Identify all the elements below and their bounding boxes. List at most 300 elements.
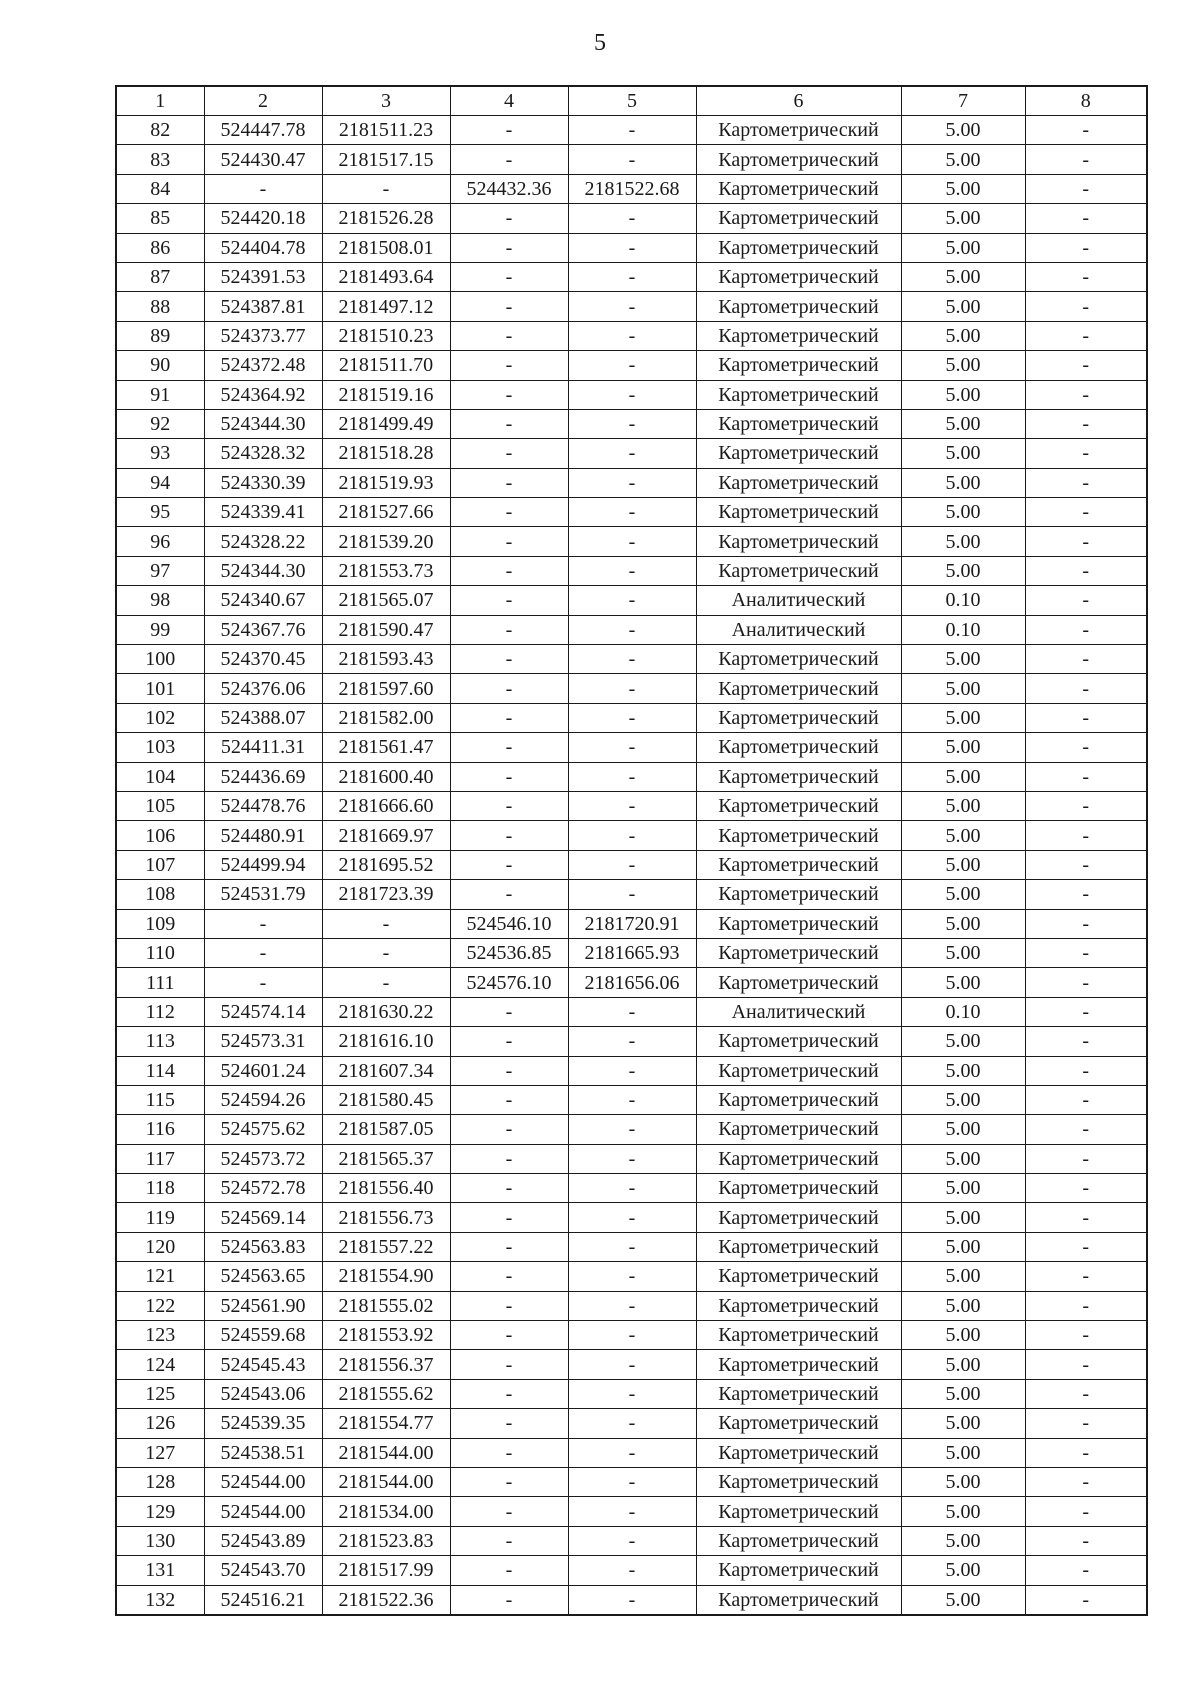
method-cell: Картометрический <box>696 1174 901 1203</box>
accuracy-cell: 5.00 <box>901 409 1025 438</box>
note-cell: - <box>1025 1467 1147 1496</box>
y-coordinate-cell: - <box>322 968 450 997</box>
point-number-cell: 103 <box>116 733 204 762</box>
method-cell: Картометрический <box>696 909 901 938</box>
y-coordinate-cell: 2181565.37 <box>322 1144 450 1173</box>
table-row <box>116 586 1147 615</box>
x-coordinate-cell: 524539.35 <box>204 1409 322 1438</box>
x-coordinate-cell: 524543.06 <box>204 1379 322 1408</box>
y-coordinate-cell: 2181587.05 <box>322 1115 450 1144</box>
table-row <box>116 674 1147 703</box>
accuracy-cell: 5.00 <box>901 1027 1025 1056</box>
note-cell: - <box>1025 880 1147 909</box>
point-number-cell: 106 <box>116 821 204 850</box>
y-coordinate-cell: 2181534.00 <box>322 1497 450 1526</box>
point-number-cell: 118 <box>116 1174 204 1203</box>
note-cell: - <box>1025 1585 1147 1615</box>
x-coordinate-cell: 524544.00 <box>204 1497 322 1526</box>
y-coordinate-cell: - <box>322 174 450 203</box>
x-coordinate-cell: 524404.78 <box>204 233 322 262</box>
y-new-coordinate-cell: - <box>568 615 696 644</box>
x-new-coordinate-cell: - <box>450 204 568 233</box>
method-cell: Картометрический <box>696 1379 901 1408</box>
point-number-cell: 85 <box>116 204 204 233</box>
x-new-coordinate-cell: - <box>450 850 568 879</box>
point-number-cell: 89 <box>116 321 204 350</box>
x-new-coordinate-cell: - <box>450 1350 568 1379</box>
method-cell: Картометрический <box>696 1115 901 1144</box>
table-row <box>116 1115 1147 1144</box>
x-new-coordinate-cell: - <box>450 116 568 145</box>
note-cell: - <box>1025 116 1147 145</box>
x-coordinate-cell: 524561.90 <box>204 1291 322 1320</box>
accuracy-cell: 5.00 <box>901 791 1025 820</box>
accuracy-cell: 5.00 <box>901 1085 1025 1114</box>
method-cell: Картометрический <box>696 262 901 291</box>
y-new-coordinate-cell: - <box>568 1232 696 1261</box>
point-number-cell: 88 <box>116 292 204 321</box>
note-cell: - <box>1025 850 1147 879</box>
method-cell: Картометрический <box>696 1232 901 1261</box>
point-number-cell: 113 <box>116 1027 204 1056</box>
method-cell: Аналитический <box>696 586 901 615</box>
point-number-cell: 86 <box>116 233 204 262</box>
method-cell: Картометрический <box>696 1027 901 1056</box>
y-coordinate-cell: 2181517.99 <box>322 1556 450 1585</box>
x-coordinate-cell: 524372.48 <box>204 351 322 380</box>
y-new-coordinate-cell: 2181522.68 <box>568 174 696 203</box>
table-row <box>116 645 1147 674</box>
y-coordinate-cell: 2181565.07 <box>322 586 450 615</box>
point-number-cell: 101 <box>116 674 204 703</box>
x-coordinate-cell: 524594.26 <box>204 1085 322 1114</box>
column-header: 6 <box>696 86 901 116</box>
accuracy-cell: 5.00 <box>901 645 1025 674</box>
y-new-coordinate-cell: - <box>568 762 696 791</box>
accuracy-cell: 5.00 <box>901 1232 1025 1261</box>
method-cell: Картометрический <box>696 556 901 585</box>
x-coordinate-cell: 524420.18 <box>204 204 322 233</box>
table-body <box>116 116 1147 1615</box>
table-row <box>116 380 1147 409</box>
y-new-coordinate-cell: - <box>568 527 696 556</box>
method-cell: Картометрический <box>696 527 901 556</box>
note-cell: - <box>1025 233 1147 262</box>
y-new-coordinate-cell: - <box>568 791 696 820</box>
note-cell: - <box>1025 1556 1147 1585</box>
table-row <box>116 204 1147 233</box>
point-number-cell: 96 <box>116 527 204 556</box>
y-new-coordinate-cell: 2181656.06 <box>568 968 696 997</box>
note-cell: - <box>1025 968 1147 997</box>
note-cell: - <box>1025 439 1147 468</box>
y-new-coordinate-cell: - <box>568 439 696 468</box>
accuracy-cell: 5.00 <box>901 498 1025 527</box>
note-cell: - <box>1025 292 1147 321</box>
x-coordinate-cell: 524328.32 <box>204 439 322 468</box>
x-coordinate-cell: 524411.31 <box>204 733 322 762</box>
x-coordinate-cell: 524344.30 <box>204 556 322 585</box>
x-new-coordinate-cell: - <box>450 321 568 350</box>
x-coordinate-cell: 524344.30 <box>204 409 322 438</box>
method-cell: Картометрический <box>696 1144 901 1173</box>
table-row <box>116 468 1147 497</box>
x-coordinate-cell: 524499.94 <box>204 850 322 879</box>
table-row <box>116 821 1147 850</box>
table-row <box>116 703 1147 732</box>
note-cell: - <box>1025 1085 1147 1114</box>
accuracy-cell: 5.00 <box>901 351 1025 380</box>
y-new-coordinate-cell: - <box>568 1174 696 1203</box>
method-cell: Картометрический <box>696 468 901 497</box>
method-cell: Картометрический <box>696 821 901 850</box>
accuracy-cell: 5.00 <box>901 1144 1025 1173</box>
y-new-coordinate-cell: - <box>568 1585 696 1615</box>
x-coordinate-cell: 524387.81 <box>204 292 322 321</box>
x-coordinate-cell: 524572.78 <box>204 1174 322 1203</box>
x-new-coordinate-cell: - <box>450 1585 568 1615</box>
y-coordinate-cell: 2181590.47 <box>322 615 450 644</box>
y-new-coordinate-cell: - <box>568 674 696 703</box>
column-header: 8 <box>1025 86 1147 116</box>
y-coordinate-cell: 2181523.83 <box>322 1526 450 1555</box>
accuracy-cell: 5.00 <box>901 380 1025 409</box>
x-new-coordinate-cell: 524432.36 <box>450 174 568 203</box>
method-cell: Картометрический <box>696 880 901 909</box>
table-row <box>116 1526 1147 1555</box>
x-coordinate-cell: 524376.06 <box>204 674 322 703</box>
table-row <box>116 409 1147 438</box>
y-coordinate-cell: 2181597.60 <box>322 674 450 703</box>
point-number-cell: 119 <box>116 1203 204 1232</box>
y-coordinate-cell: 2181557.22 <box>322 1232 450 1261</box>
x-new-coordinate-cell: - <box>450 262 568 291</box>
note-cell: - <box>1025 615 1147 644</box>
method-cell: Картометрический <box>696 1556 901 1585</box>
point-number-cell: 120 <box>116 1232 204 1261</box>
accuracy-cell: 5.00 <box>901 1291 1025 1320</box>
point-number-cell: 129 <box>116 1497 204 1526</box>
table-row <box>116 1262 1147 1291</box>
y-new-coordinate-cell: - <box>568 1438 696 1467</box>
y-new-coordinate-cell: - <box>568 1144 696 1173</box>
note-cell: - <box>1025 498 1147 527</box>
header-row <box>116 86 1147 116</box>
point-number-cell: 87 <box>116 262 204 291</box>
method-cell: Картометрический <box>696 145 901 174</box>
method-cell: Картометрический <box>696 380 901 409</box>
x-coordinate-cell: 524574.14 <box>204 997 322 1026</box>
point-number-cell: 90 <box>116 351 204 380</box>
x-new-coordinate-cell: - <box>450 1232 568 1261</box>
y-new-coordinate-cell: - <box>568 645 696 674</box>
table-row <box>116 1027 1147 1056</box>
point-number-cell: 92 <box>116 409 204 438</box>
table-row <box>116 292 1147 321</box>
column-header: 3 <box>322 86 450 116</box>
y-coordinate-cell: 2181723.39 <box>322 880 450 909</box>
note-cell: - <box>1025 556 1147 585</box>
x-coordinate-cell: - <box>204 909 322 938</box>
accuracy-cell: 0.10 <box>901 615 1025 644</box>
x-new-coordinate-cell: - <box>450 1379 568 1408</box>
accuracy-cell: 5.00 <box>901 1115 1025 1144</box>
accuracy-cell: 5.00 <box>901 674 1025 703</box>
y-coordinate-cell: 2181508.01 <box>322 233 450 262</box>
note-cell: - <box>1025 527 1147 556</box>
y-coordinate-cell: 2181522.36 <box>322 1585 450 1615</box>
y-new-coordinate-cell: - <box>568 498 696 527</box>
y-coordinate-cell: 2181669.97 <box>322 821 450 850</box>
table-row <box>116 498 1147 527</box>
method-cell: Картометрический <box>696 174 901 203</box>
method-cell: Картометрический <box>696 204 901 233</box>
method-cell: Картометрический <box>696 645 901 674</box>
note-cell: - <box>1025 909 1147 938</box>
accuracy-cell: 5.00 <box>901 909 1025 938</box>
x-new-coordinate-cell: - <box>450 1115 568 1144</box>
table-row <box>116 938 1147 967</box>
table-row <box>116 1438 1147 1467</box>
note-cell: - <box>1025 586 1147 615</box>
x-new-coordinate-cell: - <box>450 1056 568 1085</box>
note-cell: - <box>1025 733 1147 762</box>
method-cell: Картометрический <box>696 1438 901 1467</box>
note-cell: - <box>1025 1526 1147 1555</box>
note-cell: - <box>1025 703 1147 732</box>
y-coordinate-cell: 2181630.22 <box>322 997 450 1026</box>
y-coordinate-cell: 2181497.12 <box>322 292 450 321</box>
x-new-coordinate-cell: - <box>450 1438 568 1467</box>
point-number-cell: 130 <box>116 1526 204 1555</box>
y-coordinate-cell: - <box>322 938 450 967</box>
y-new-coordinate-cell: - <box>568 1115 696 1144</box>
y-new-coordinate-cell: - <box>568 880 696 909</box>
x-new-coordinate-cell: - <box>450 468 568 497</box>
y-new-coordinate-cell: - <box>568 204 696 233</box>
x-coordinate-cell: 524330.39 <box>204 468 322 497</box>
x-new-coordinate-cell: - <box>450 1144 568 1173</box>
point-number-cell: 95 <box>116 498 204 527</box>
table-row <box>116 762 1147 791</box>
y-coordinate-cell: 2181666.60 <box>322 791 450 820</box>
y-coordinate-cell: 2181499.49 <box>322 409 450 438</box>
y-coordinate-cell: 2181519.93 <box>322 468 450 497</box>
method-cell: Картометрический <box>696 116 901 145</box>
x-new-coordinate-cell: - <box>450 997 568 1026</box>
point-number-cell: 110 <box>116 938 204 967</box>
table-row <box>116 1144 1147 1173</box>
method-cell: Картометрический <box>696 674 901 703</box>
x-coordinate-cell: 524340.67 <box>204 586 322 615</box>
x-coordinate-cell: 524328.22 <box>204 527 322 556</box>
point-number-cell: 104 <box>116 762 204 791</box>
table-row <box>116 556 1147 585</box>
point-number-cell: 105 <box>116 791 204 820</box>
point-number-cell: 99 <box>116 615 204 644</box>
y-coordinate-cell: 2181593.43 <box>322 645 450 674</box>
x-coordinate-cell: - <box>204 938 322 967</box>
table-row <box>116 439 1147 468</box>
note-cell: - <box>1025 145 1147 174</box>
y-new-coordinate-cell: - <box>568 997 696 1026</box>
point-number-cell: 121 <box>116 1262 204 1291</box>
table-row <box>116 174 1147 203</box>
table-row <box>116 909 1147 938</box>
method-cell: Картометрический <box>696 498 901 527</box>
note-cell: - <box>1025 468 1147 497</box>
column-header: 2 <box>204 86 322 116</box>
table-row <box>116 1056 1147 1085</box>
table-row <box>116 1291 1147 1320</box>
x-coordinate-cell: 524538.51 <box>204 1438 322 1467</box>
y-new-coordinate-cell: - <box>568 1350 696 1379</box>
note-cell: - <box>1025 645 1147 674</box>
y-new-coordinate-cell: - <box>568 1262 696 1291</box>
point-number-cell: 124 <box>116 1350 204 1379</box>
y-coordinate-cell: 2181553.92 <box>322 1321 450 1350</box>
table-row <box>116 968 1147 997</box>
table-row <box>116 351 1147 380</box>
note-cell: - <box>1025 1203 1147 1232</box>
table-row <box>116 1497 1147 1526</box>
y-new-coordinate-cell: - <box>568 468 696 497</box>
x-new-coordinate-cell: - <box>450 1526 568 1555</box>
table-row <box>116 527 1147 556</box>
column-header: 4 <box>450 86 568 116</box>
accuracy-cell: 5.00 <box>901 1174 1025 1203</box>
note-cell: - <box>1025 321 1147 350</box>
y-coordinate-cell: 2181526.28 <box>322 204 450 233</box>
accuracy-cell: 5.00 <box>901 262 1025 291</box>
x-coordinate-cell: 524364.92 <box>204 380 322 409</box>
note-cell: - <box>1025 791 1147 820</box>
method-cell: Картометрический <box>696 233 901 262</box>
y-coordinate-cell: 2181527.66 <box>322 498 450 527</box>
x-new-coordinate-cell: - <box>450 1409 568 1438</box>
page-number: 5 <box>594 30 606 56</box>
y-coordinate-cell: 2181556.37 <box>322 1350 450 1379</box>
x-new-coordinate-cell: - <box>450 351 568 380</box>
method-cell: Картометрический <box>696 1467 901 1496</box>
accuracy-cell: 0.10 <box>901 586 1025 615</box>
y-new-coordinate-cell: - <box>568 1497 696 1526</box>
y-new-coordinate-cell: - <box>568 380 696 409</box>
point-number-cell: 100 <box>116 645 204 674</box>
x-new-coordinate-cell: - <box>450 556 568 585</box>
x-new-coordinate-cell: - <box>450 674 568 703</box>
method-cell: Картометрический <box>696 439 901 468</box>
method-cell: Картометрический <box>696 1409 901 1438</box>
accuracy-cell: 5.00 <box>901 762 1025 791</box>
note-cell: - <box>1025 997 1147 1026</box>
point-number-cell: 91 <box>116 380 204 409</box>
y-coordinate-cell: 2181554.77 <box>322 1409 450 1438</box>
y-coordinate-cell: 2181616.10 <box>322 1027 450 1056</box>
accuracy-cell: 5.00 <box>901 1409 1025 1438</box>
point-number-cell: 126 <box>116 1409 204 1438</box>
x-coordinate-cell: 524569.14 <box>204 1203 322 1232</box>
accuracy-cell: 5.00 <box>901 1526 1025 1555</box>
note-cell: - <box>1025 409 1147 438</box>
y-coordinate-cell: 2181553.73 <box>322 556 450 585</box>
accuracy-cell: 5.00 <box>901 116 1025 145</box>
accuracy-cell: 5.00 <box>901 1585 1025 1615</box>
x-new-coordinate-cell: - <box>450 527 568 556</box>
y-coordinate-cell: 2181582.00 <box>322 703 450 732</box>
accuracy-cell: 5.00 <box>901 1056 1025 1085</box>
note-cell: - <box>1025 938 1147 967</box>
accuracy-cell: 5.00 <box>901 880 1025 909</box>
method-cell: Картометрический <box>696 1585 901 1615</box>
x-coordinate-cell: 524573.72 <box>204 1144 322 1173</box>
accuracy-cell: 5.00 <box>901 439 1025 468</box>
x-new-coordinate-cell: - <box>450 1291 568 1320</box>
y-new-coordinate-cell: - <box>568 262 696 291</box>
table-row <box>116 997 1147 1026</box>
accuracy-cell: 5.00 <box>901 1203 1025 1232</box>
x-coordinate-cell: 524563.65 <box>204 1262 322 1291</box>
note-cell: - <box>1025 204 1147 233</box>
table-row <box>116 1350 1147 1379</box>
y-coordinate-cell: 2181561.47 <box>322 733 450 762</box>
accuracy-cell: 5.00 <box>901 938 1025 967</box>
note-cell: - <box>1025 1291 1147 1320</box>
y-coordinate-cell: 2181580.45 <box>322 1085 450 1114</box>
accuracy-cell: 5.00 <box>901 1497 1025 1526</box>
note-cell: - <box>1025 1262 1147 1291</box>
note-cell: - <box>1025 1144 1147 1173</box>
method-cell: Картометрический <box>696 1291 901 1320</box>
x-coordinate-cell: 524370.45 <box>204 645 322 674</box>
y-coordinate-cell: 2181518.28 <box>322 439 450 468</box>
accuracy-cell: 5.00 <box>901 1379 1025 1408</box>
table-row <box>116 1379 1147 1408</box>
y-new-coordinate-cell: - <box>568 1027 696 1056</box>
y-new-coordinate-cell: 2181665.93 <box>568 938 696 967</box>
x-coordinate-cell: 524531.79 <box>204 880 322 909</box>
accuracy-cell: 5.00 <box>901 1350 1025 1379</box>
y-new-coordinate-cell: - <box>568 351 696 380</box>
y-new-coordinate-cell: - <box>568 116 696 145</box>
method-cell: Картометрический <box>696 1321 901 1350</box>
table-row <box>116 615 1147 644</box>
x-coordinate-cell: 524559.68 <box>204 1321 322 1350</box>
accuracy-cell: 5.00 <box>901 233 1025 262</box>
x-coordinate-cell: 524436.69 <box>204 762 322 791</box>
x-new-coordinate-cell: - <box>450 586 568 615</box>
x-coordinate-cell: 524480.91 <box>204 821 322 850</box>
point-number-cell: 122 <box>116 1291 204 1320</box>
y-coordinate-cell: 2181556.40 <box>322 1174 450 1203</box>
x-coordinate-cell: - <box>204 174 322 203</box>
accuracy-cell: 5.00 <box>901 733 1025 762</box>
y-new-coordinate-cell: - <box>568 586 696 615</box>
method-cell: Картометрический <box>696 1497 901 1526</box>
point-number-cell: 114 <box>116 1056 204 1085</box>
method-cell: Картометрический <box>696 1350 901 1379</box>
table-row <box>116 145 1147 174</box>
y-coordinate-cell: 2181539.20 <box>322 527 450 556</box>
x-new-coordinate-cell: - <box>450 821 568 850</box>
x-new-coordinate-cell: 524546.10 <box>450 909 568 938</box>
method-cell: Аналитический <box>696 615 901 644</box>
point-number-cell: 117 <box>116 1144 204 1173</box>
point-number-cell: 125 <box>116 1379 204 1408</box>
x-new-coordinate-cell: - <box>450 1262 568 1291</box>
x-new-coordinate-cell: - <box>450 1203 568 1232</box>
point-number-cell: 94 <box>116 468 204 497</box>
